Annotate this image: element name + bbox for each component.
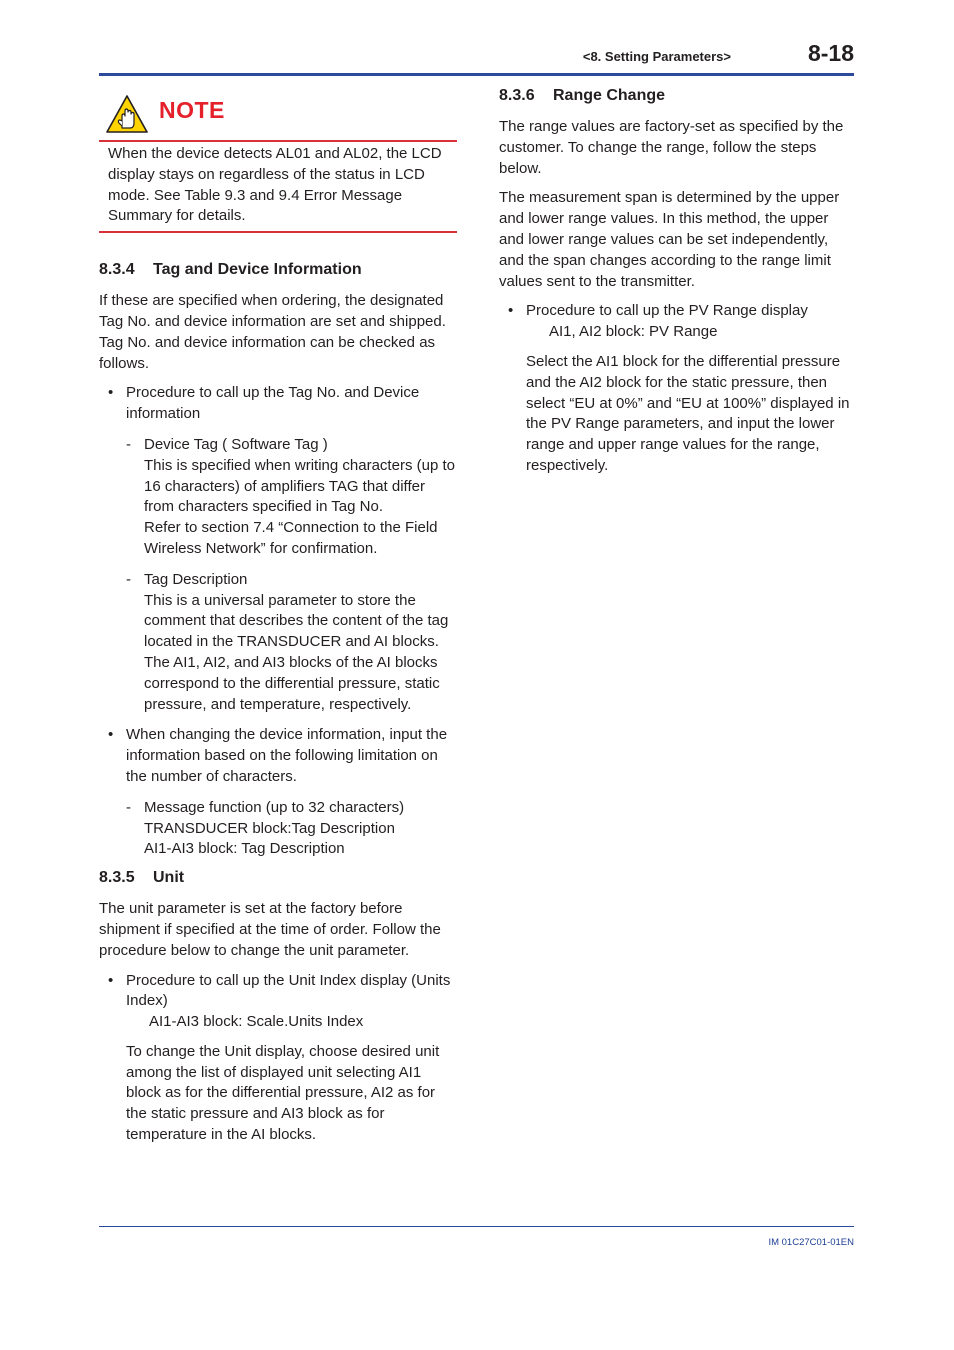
range-paragraph-2: The measurement span is determined by the upper and lower range values. In this method, the upper and lower range values can be set independently, and the span changes according to the range limit values sent to the transmitter. — [499, 189, 840, 290]
footer-divider — [99, 1226, 854, 1227]
range-parameter-path: AI1, AI2 block: PV Range — [549, 323, 718, 341]
section-title: Tag and Device Information — [153, 261, 362, 279]
list-item — [99, 435, 457, 560]
bullet-mark: • — [108, 971, 114, 989]
section-heading-8-3-5 — [99, 868, 457, 888]
unit-parameter-path: AI1-AI3 block: Scale.Units Index — [149, 1013, 364, 1031]
section-title: Unit — [153, 869, 185, 887]
unit-intro-paragraph: The unit parameter is set at the factory before shipment if specified at the time of order. Follow the procedure below to change the unit parameter. — [99, 900, 441, 959]
message-line-1: TRANSDUCER block:Tag Description — [144, 819, 395, 837]
message-line-2: AI1-AI3 block: Tag Description — [144, 840, 345, 858]
dash-mark: - — [126, 435, 131, 453]
device-tag-reference: Refer to section 7.4 “Connection to the Field Wireless Network” for confirmation. — [144, 519, 438, 557]
note-title: NOTE — [159, 97, 225, 123]
section-heading-8-3-6 — [499, 86, 855, 106]
chapter-header: <8. Setting Parameters> — [582, 49, 731, 64]
range-paragraph-3: Select the AI1 block for the differential pressure and the AI2 block for the static pressure, then select “EU at 0%” and “EU at 100%” displayed in the PV Range parameters, and input the lower range and upper range values for the range, respectively. — [526, 352, 850, 474]
device-tag-description: This is specified when writing characters (up to 16 characters) of amplifiers TAG that differ from characters specified in Tag No. — [144, 456, 455, 516]
tag-description-text-2: The AI1, AI2, and AI3 blocks of the AI blocks correspond to the differential pressure, static pressure, and temperature, respectively. — [144, 653, 440, 713]
device-tag-label: Device Tag ( Software Tag ) — [144, 435, 328, 453]
section-number: 8.3.6 — [499, 87, 535, 104]
header-divider — [99, 73, 854, 76]
bullet-text: Procedure to call up the Tag No. and Device information — [126, 384, 420, 423]
bullet-mark: • — [108, 726, 114, 744]
unit-change-paragraph: To change the Unit display, choose desired unit among the list of displayed unit selecting AI1 block as for the differential pressure, AI2 as for the static pressure and AI3 block as for temperature in the AI blocks. — [126, 1042, 440, 1144]
list-item — [499, 301, 855, 322]
tag-description-label: Tag Description — [144, 570, 248, 588]
list-item — [99, 383, 457, 425]
bullet-mark: • — [108, 384, 114, 402]
tag-intro-paragraph: If these are specified when ordering, the designated Tag No. and device information are set and shipped. Tag No. and device information can be checked as follows. — [99, 292, 446, 372]
tag-description-text: This is a universal parameter to store the comment that describes the content of the tag located in the TRANSDUCER and AI blocks. — [144, 591, 449, 651]
section-heading-8-3-4 — [99, 260, 457, 280]
bullet-text: When changing the device information, input the information based on the following limitation on the number of characters. — [126, 726, 448, 785]
document-id: IM 01C27C01-01EN — [768, 1237, 854, 1248]
section-number: 8.3.4 — [99, 261, 135, 279]
note-text: When the device detects AL01 and AL02, the LCD display stays on regardless of the status in LCD mode. See Table 9.3 and 9.4 Error Message Summary for details. — [108, 145, 442, 225]
section-title: Range Change — [553, 87, 666, 104]
note-box — [99, 90, 457, 233]
dash-mark: - — [126, 798, 131, 816]
message-label: Message function (up to 32 characters) — [144, 798, 405, 816]
range-paragraph-1: The range values are factory-set as specified by the customer. To change the range, follow the steps below. — [499, 118, 844, 177]
dash-mark: - — [126, 570, 131, 588]
list-item — [99, 725, 457, 787]
caution-hand-icon — [105, 94, 149, 134]
left-column — [99, 90, 457, 1146]
bullet-mark: • — [508, 302, 514, 320]
right-column — [499, 86, 855, 477]
list-item — [99, 570, 457, 716]
section-number: 8.3.5 — [99, 869, 135, 887]
page-number: 8-18 — [807, 40, 854, 66]
bullet-text: Procedure to call up the PV Range display — [526, 302, 808, 320]
list-item — [99, 971, 457, 1013]
bullet-text: Procedure to call up the Unit Index display (Units Index) — [126, 971, 451, 1010]
note-header — [99, 90, 457, 140]
list-item — [99, 798, 457, 860]
